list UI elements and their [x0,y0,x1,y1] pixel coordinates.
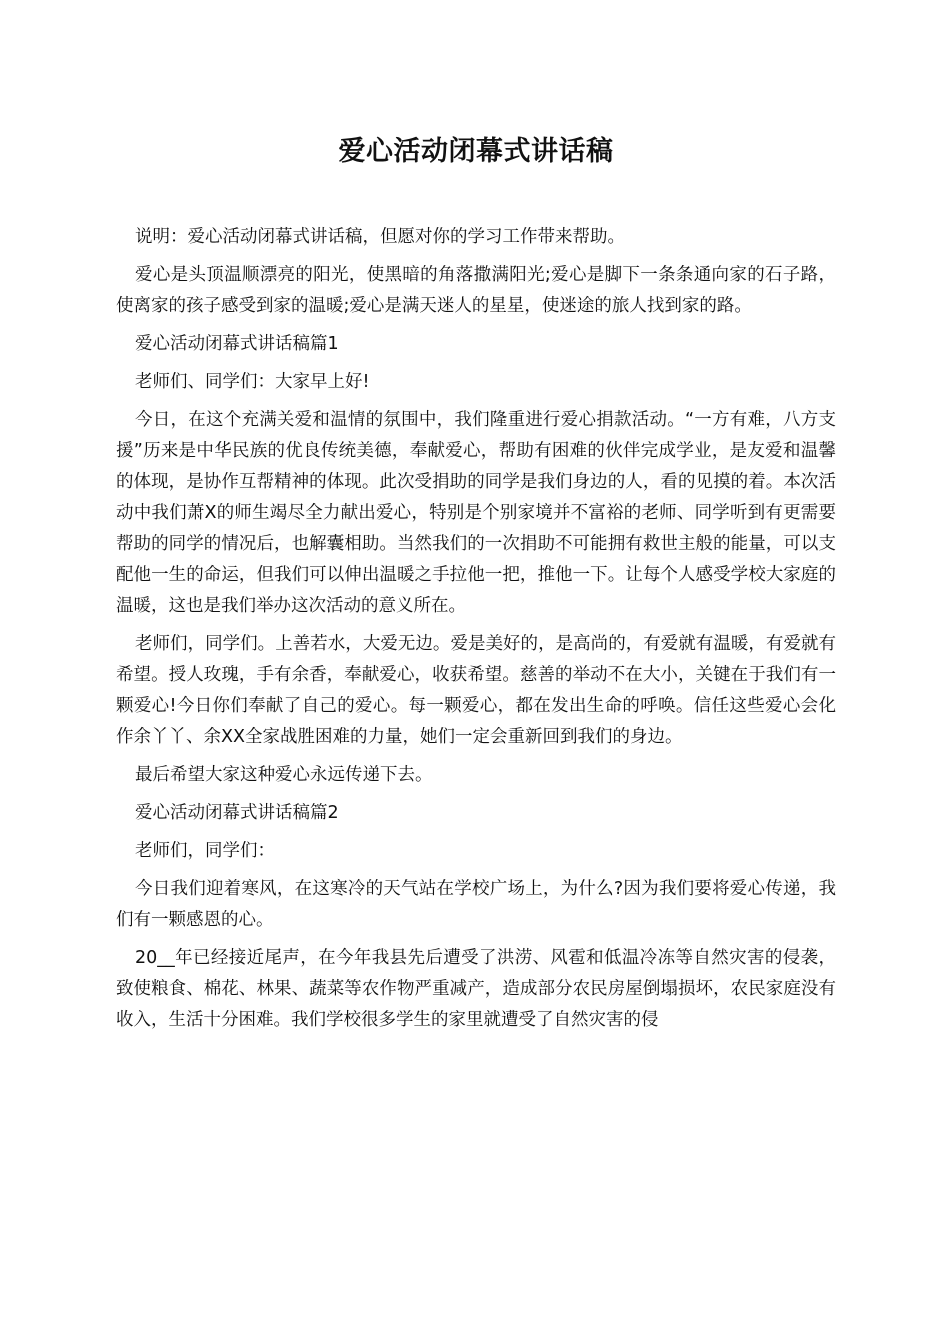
paragraph-cold-wind: 今日我们迎着寒风，在这寒冷的天气站在学校广场上，为什么?因为我们要将爱心传递，我们有一颗感恩的心。 [116,879,836,930]
paragraph-love-message: 老师们，同学们。上善若水，大爱无边。爱是美好的，是高尚的，有爱就有温暖，有爱就有希望。授人玫瑰，手有余香，奉献爱心，收获希望。慈善的举动不在大小，关键在于我们有一颗爱心!今日你们奉献了自己的爱心。每一颗爱心，都在发出生命的呼唤。信任这些爱心会化作余丫丫、余XX全家战胜困难的力量，她们一定会重新回到我们的身边。 [116,634,836,747]
paragraph-greeting-1: 老师们、同学们：大家早上好! [135,372,370,392]
section-heading-part-2: 爱心活动闭幕式讲话稿篇2 [135,803,339,823]
document-body [116,222,836,1036]
paragraph-greeting-2: 老师们，同学们： [135,841,275,861]
paragraph-closing-wish: 最后希望大家这种爱心永远传递下去。 [135,765,433,785]
paragraph-love-metaphor: 爱心是头顶温顺漂亮的阳光，使黑暗的角落撒满阳光;爱心是脚下一条条通向家的石子路，使离家的孩子感受到家的温暖;爱心是满天迷人的星星，使迷途的旅人找到家的路。 [116,265,836,316]
paragraph-disaster: 20__年已经接近尾声，在今年我县先后遭受了洪涝、风雹和低温冷冻等自然灾害的侵袭，致使粮食、棉花、林果、蔬菜等农作物严重减产，造成部分农民房屋倒塌损坏，农民家庭没有收入，生活十分困难。我们学校很多学生的家里就遭受了自然灾害的侵 [116,948,836,1030]
document-title: 爱心活动闭幕式讲话稿 [338,136,614,167]
section-heading-part-1: 爱心活动闭幕式讲话稿篇1 [135,334,339,354]
paragraph-donation-activity: 今日，在这个充满关爱和温情的氛围中，我们隆重进行爱心捐款活动。“一方有难，八方支援”历来是中华民族的优良传统美德，奉献爱心，帮助有困难的伙伴完成学业，是友爱和温馨的体现，是协作互帮精神的体现。此次受捐助的同学是我们身边的人，看的见摸的着。本次活动中我们萧X的师生竭尽全力献出爱心，特别是个别家境并不富裕的老师、同学听到有更需要帮助的同学的情况后，也解囊相助。当然我们的一次捐助不可能拥有救世主般的能量，可以支配他一生的命运，但我们可以伸出温暖之手拉他一把，推他一下。让每个人感受学校大家庭的温暖，这也是我们举办这次活动的意义所在。 [116,410,836,616]
paragraph-intro-note: 说明：爱心活动闭幕式讲话稿，但愿对你的学习工作带来帮助。 [135,227,625,247]
